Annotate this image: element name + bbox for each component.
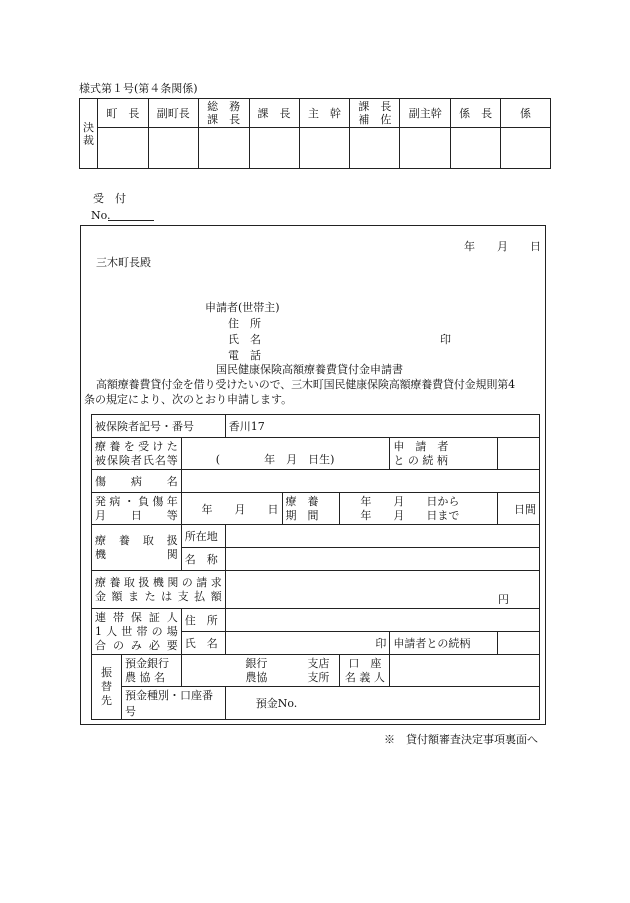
institution-name-label: 名 称 (181, 548, 225, 571)
approval-stamp-cell[interactable] (501, 128, 551, 169)
yen-unit: 円 (498, 593, 509, 606)
approval-header-subsection-chief: 係 長 (451, 99, 501, 128)
institution-label: 療養取扱 機関 (92, 525, 182, 571)
approval-stamp-cell[interactable] (97, 128, 148, 169)
approval-header-deputy-chief-officer: 副主幹 (400, 99, 451, 128)
guarantor-relation-label: 申請者との続柄 (390, 632, 498, 655)
guarantor-address-label: 住 所 (181, 609, 225, 632)
guarantor-seal: 印 (375, 637, 387, 650)
relation-field[interactable] (498, 438, 540, 470)
approval-header-deputy-mayor: 副町長 (148, 99, 198, 128)
claim-amount-label: 療養取扱機関の請求 金額または支払額 (92, 571, 226, 609)
form-number: 様式第１号(第４条関係) (79, 82, 198, 95)
applicant-seal: 印 (440, 333, 451, 346)
applicant-address-label: 住 所 (228, 317, 261, 330)
approval-header-assistant-chief: 課 長 補 佐 (350, 99, 400, 128)
form-title: 国民健康保険高額療養費貸付金申請書 (216, 363, 403, 376)
approval-header-mayor: 町 長 (97, 99, 148, 128)
onset-date-field[interactable]: 年 月 日 (181, 493, 282, 525)
account-holder-label: 口 座 名 義 人 (340, 655, 390, 687)
period-dates-field[interactable]: 年 月 日から 年 月 日まで (340, 493, 498, 525)
transfer-label: 振 替 先 (92, 655, 122, 720)
approval-stamp-cell[interactable] (400, 128, 451, 169)
approval-stamp-cell[interactable] (148, 128, 198, 169)
addressee: 三木町長殿 (96, 256, 151, 269)
receipt-label: 受 付 (93, 192, 126, 205)
footnote: ※ 貸付額審査決定事項裏面へ (384, 733, 538, 746)
institution-location-field[interactable] (225, 525, 539, 548)
onset-label: 発病・負傷年 月日等 (92, 493, 182, 525)
patient-name-field[interactable] (181, 438, 390, 470)
application-table (91, 414, 540, 720)
approval-stamp-cell[interactable] (249, 128, 299, 169)
institution-name-field[interactable] (225, 548, 539, 571)
period-label: 療 養 期 間 (282, 493, 340, 525)
deposit-no-label: 預金No. (255, 697, 298, 710)
approval-header-chief-officer: 主 幹 (299, 99, 350, 128)
guarantor-relation-field[interactable] (498, 632, 540, 655)
disease-label: 傷病名 (92, 470, 182, 493)
approval-header-general-affairs-chief: 総 務 課 長 (198, 99, 249, 128)
account-holder-field[interactable] (390, 655, 540, 687)
birth-date-text: ( 年 月 日生) (215, 453, 335, 466)
approval-side-label: 決 裁 (80, 99, 98, 169)
account-number-field[interactable] (225, 687, 539, 720)
bank-label: 預金銀行 農 協 名 (121, 655, 181, 687)
guarantor-name-field[interactable] (225, 632, 390, 655)
insured-no-label: 被保険者記号・番号 (92, 415, 226, 438)
receipt-no-field[interactable] (108, 220, 154, 221)
guarantor-address-field[interactable] (225, 609, 539, 632)
approval-header-section-chief: 課 長 (249, 99, 299, 128)
approval-stamp-cell[interactable] (350, 128, 400, 169)
applicant-title: 申請者(世帯主) (205, 301, 280, 314)
guarantor-label: 連帯保証人 1人世帯の場 合のみ必要 (92, 609, 182, 655)
account-type-label: 預金種別・口座番号 (121, 687, 225, 720)
institution-location-label: 所在地 (181, 525, 225, 548)
body-text-1: 高額療養費貸付金を借り受けたいので、三木町国民健康保険高額療養費貸付金規則第4 (96, 378, 515, 391)
guarantor-name-label: 氏 名 (181, 632, 225, 655)
insured-no-field[interactable]: 香川17 (225, 415, 539, 438)
approval-stamp-cell[interactable] (198, 128, 249, 169)
applicant-name-label: 氏 名 (228, 333, 261, 346)
date-line: 年 月 日 (464, 240, 541, 253)
disease-field[interactable] (181, 470, 539, 493)
body-text-2: 条の規定により、次のとおり申請します。 (84, 393, 293, 406)
approval-stamp-cell[interactable] (299, 128, 350, 169)
relation-label: 申 請 者 と の 続 柄 (390, 438, 498, 470)
approval-header-staff: 係 (501, 99, 551, 128)
approval-table (79, 98, 551, 169)
approval-stamp-cell[interactable] (451, 128, 501, 169)
days-field[interactable]: 日間 (498, 493, 540, 525)
patient-label: 療養を受けた 被保険者氏名等 (92, 438, 182, 470)
applicant-phone-label: 電 話 (228, 349, 261, 362)
receipt-no-label: No. (91, 209, 111, 222)
bank-field[interactable]: 銀行 支店 農協 支所 (181, 655, 340, 687)
claim-amount-field[interactable] (225, 571, 539, 609)
